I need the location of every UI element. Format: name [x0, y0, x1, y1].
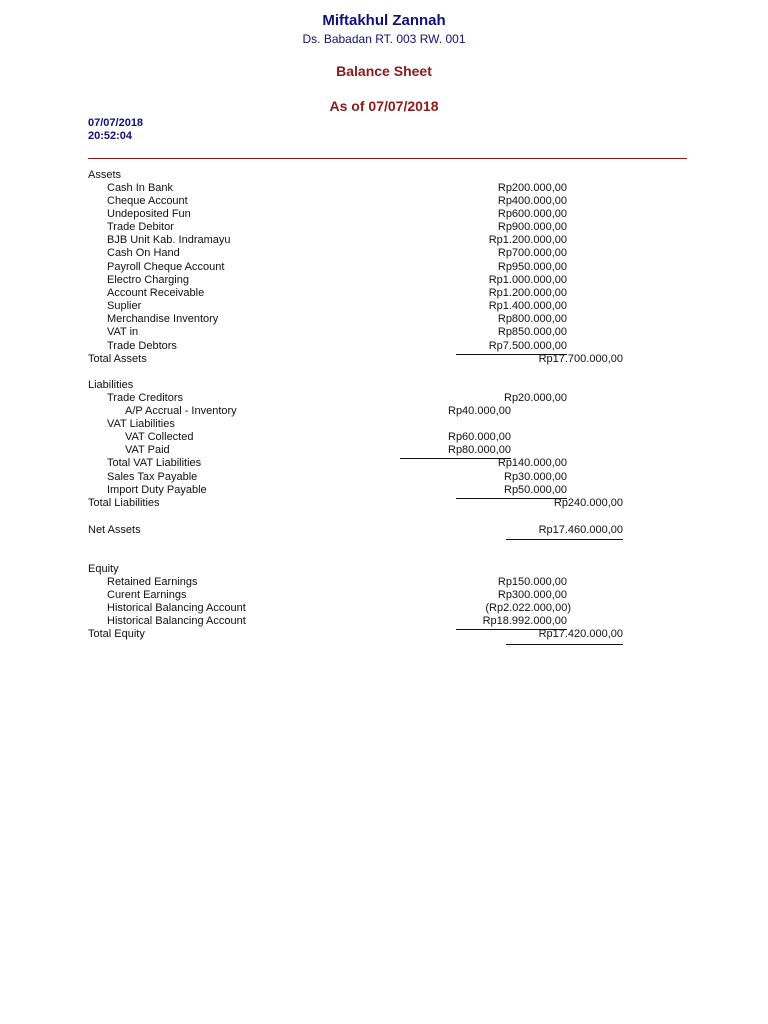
asset-amount: Rp1.000.000,00	[488, 274, 567, 286]
liability-label: Total VAT Liabilities	[107, 457, 202, 469]
vat-liabilities-heading: VAT Liabilities	[107, 418, 175, 430]
subtotal-rule	[456, 498, 567, 499]
total-liabilities-amount: Rp240.000,00	[553, 497, 623, 509]
liability-label: VAT Paid	[125, 444, 170, 456]
liability-amount: Rp80.000,00	[448, 444, 511, 456]
header-divider	[88, 158, 687, 159]
total-equity-amount: Rp17.420.000,00	[538, 628, 623, 640]
net-assets-underline	[506, 539, 623, 540]
net-assets-amount: Rp17.460.000,00	[538, 524, 623, 536]
asset-label: Electro Charging	[107, 274, 189, 286]
asset-label: Trade Debitor	[107, 221, 174, 233]
asset-amount: Rp7.500.000,00	[488, 340, 567, 352]
asset-label: Undeposited Fun	[107, 208, 191, 220]
liability-amount: Rp40.000,00	[448, 405, 511, 417]
print-date: 07/07/2018	[88, 117, 144, 129]
liability-label: VAT Collected	[125, 431, 194, 443]
company-name: Miftakhul Zannah	[322, 12, 446, 29]
asset-amount: Rp1.200.000,00	[488, 287, 567, 299]
asset-label: VAT in	[107, 326, 139, 338]
total-equity-label: Total Equity	[88, 628, 145, 640]
liability-label: A/P Accrual - Inventory	[125, 405, 237, 417]
equity-label: Historical Balancing Account	[107, 615, 246, 627]
asset-amount: Rp700.000,00	[497, 247, 567, 259]
asset-amount: Rp1.400.000,00	[488, 300, 567, 312]
liability-amount: Rp50.000,00	[504, 484, 567, 496]
equity-label: Curent Earnings	[107, 589, 187, 601]
total-equity-underline	[506, 644, 623, 645]
total-liabilities-label: Total Liabilities	[88, 497, 160, 509]
asset-label: Cheque Account	[107, 195, 188, 207]
asset-label: Suplier	[107, 300, 142, 312]
asset-label: Merchandise Inventory	[107, 313, 219, 325]
asset-label: Cash In Bank	[107, 182, 174, 194]
net-assets-label: Net Assets	[88, 524, 141, 536]
asset-amount: Rp600.000,00	[497, 208, 567, 220]
report-title: Balance Sheet	[336, 63, 432, 79]
asset-amount: Rp850.000,00	[497, 326, 567, 338]
asset-label: Cash On Hand	[107, 247, 180, 259]
asset-label: Payroll Cheque Account	[107, 261, 225, 273]
asset-label: BJB Unit Kab. Indramayu	[107, 234, 231, 246]
equity-label: Retained Earnings	[107, 576, 198, 588]
liability-amount: Rp60.000,00	[448, 431, 511, 443]
liability-amount: Rp140.000,00	[497, 457, 567, 469]
assets-heading: Assets	[88, 169, 122, 181]
report-as-of: As of 07/07/2018	[329, 98, 439, 114]
asset-amount: Rp200.000,00	[497, 182, 567, 194]
asset-label: Trade Debtors	[107, 340, 177, 352]
asset-amount: Rp1.200.000,00	[488, 234, 567, 246]
equity-amount: Rp300.000,00	[497, 589, 567, 601]
asset-label: Account Receivable	[107, 287, 205, 299]
total-assets-label: Total Assets	[88, 353, 147, 365]
company-address: Ds. Babadan RT. 003 RW. 001	[302, 32, 466, 46]
equity-amount: Rp18.992.000,00	[482, 615, 567, 627]
equity-label: Historical Balancing Account	[107, 602, 246, 614]
liability-label: Trade Creditors	[107, 392, 184, 404]
asset-amount: Rp800.000,00	[497, 313, 567, 325]
equity-heading: Equity	[88, 563, 119, 575]
asset-amount: Rp950.000,00	[497, 261, 567, 273]
liability-label: Sales Tax Payable	[107, 471, 198, 483]
liability-amount: Rp20.000,00	[504, 392, 567, 404]
liability-amount: Rp30.000,00	[504, 471, 567, 483]
subtotal-rule	[400, 458, 511, 459]
total-assets-amount: Rp17.700.000,00	[538, 353, 623, 365]
print-time: 20:52:04	[88, 130, 133, 142]
equity-amount: (Rp2.022.000,00)	[485, 602, 571, 614]
asset-amount: Rp900.000,00	[497, 221, 567, 233]
asset-amount: Rp400.000,00	[497, 195, 567, 207]
equity-amount: Rp150.000,00	[497, 576, 567, 588]
liabilities-heading: Liabilities	[88, 379, 134, 391]
liability-label: Import Duty Payable	[107, 484, 207, 496]
